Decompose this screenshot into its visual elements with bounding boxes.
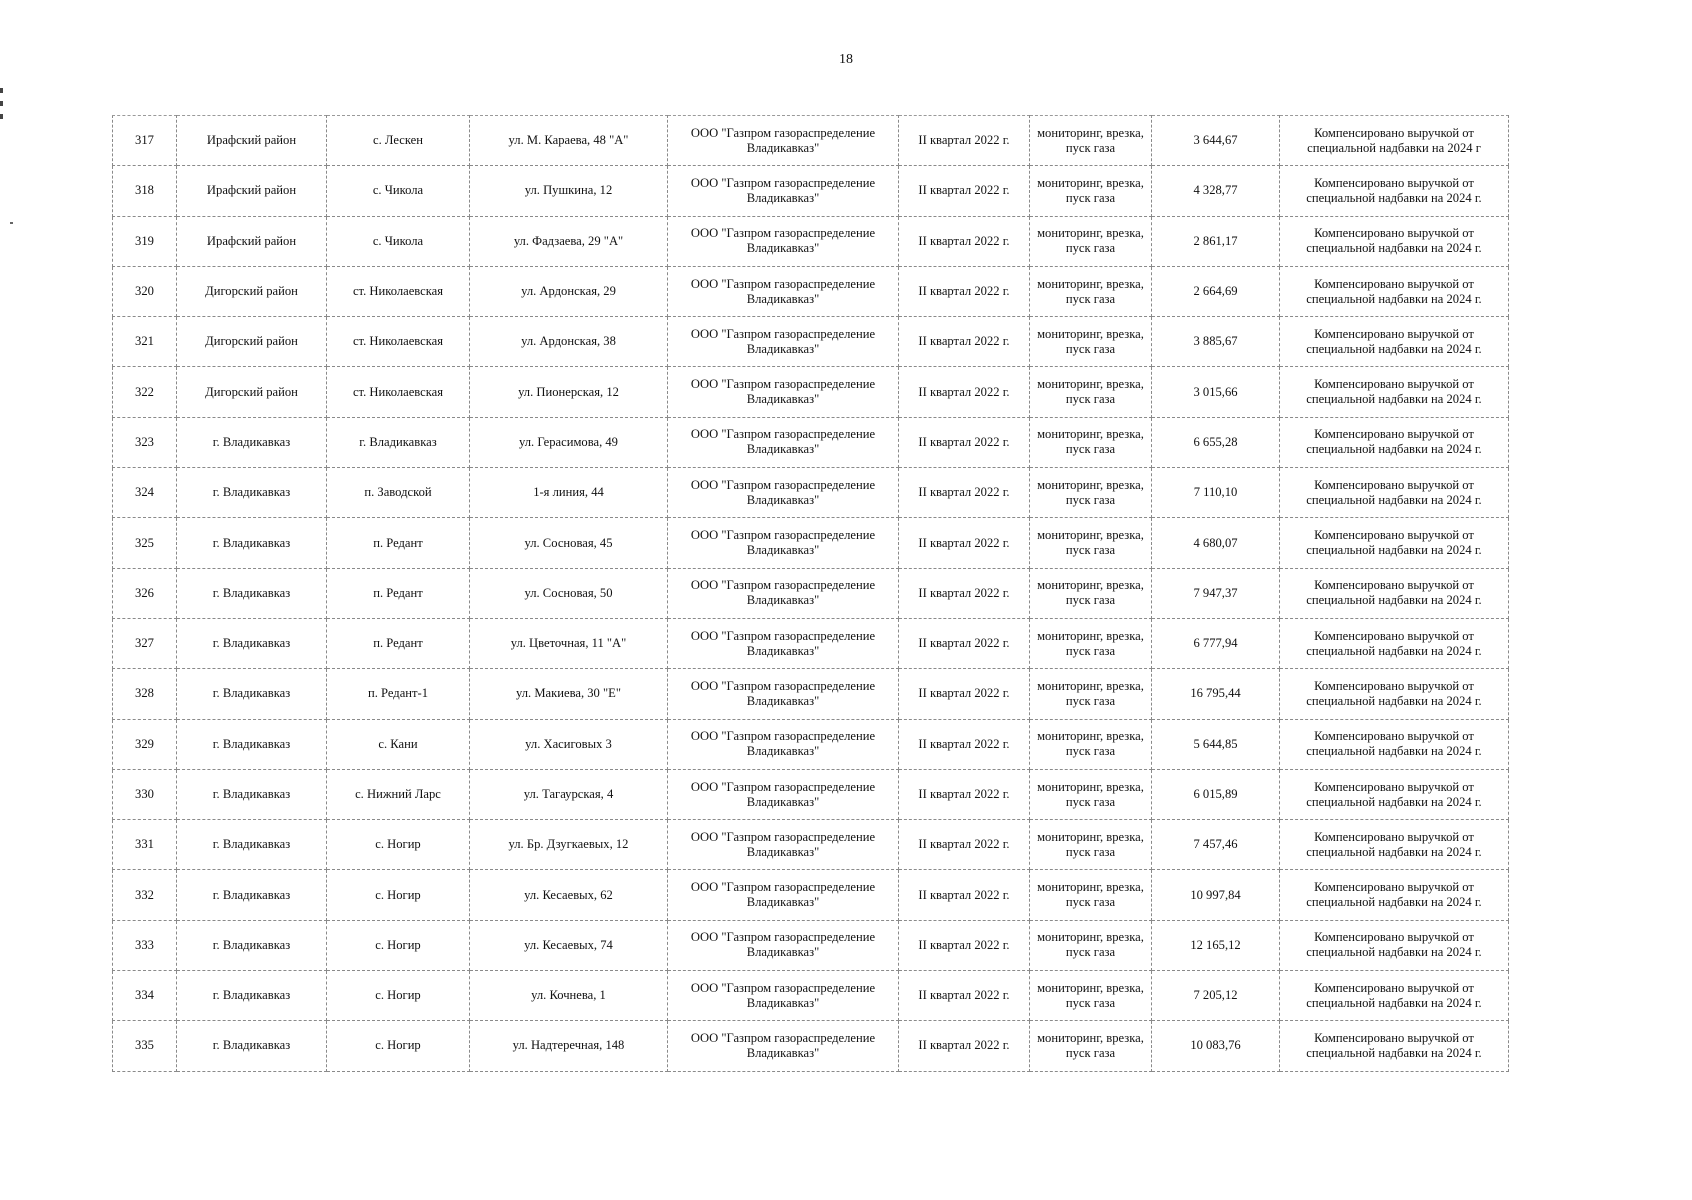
row-number-cell: 328 <box>113 669 177 719</box>
district-cell: Ирафский район <box>177 216 327 266</box>
period-cell: II квартал 2022 г. <box>899 719 1030 769</box>
amount-cell: 5 644,85 <box>1152 719 1280 769</box>
note-cell: Компенсировано выручкой от специальной надбавки на 2024 г. <box>1280 216 1509 266</box>
row-number-cell: 324 <box>113 468 177 518</box>
works-cell: мониторинг, врезка, пуск газа <box>1030 870 1152 920</box>
district-cell: г. Владикавказ <box>177 1021 327 1071</box>
table-row <box>113 669 1509 719</box>
settlement-cell: ст. Николаевская <box>327 367 470 417</box>
amount-cell: 12 165,12 <box>1152 920 1280 970</box>
district-cell: г. Владикавказ <box>177 971 327 1021</box>
amount-cell: 2 861,17 <box>1152 216 1280 266</box>
organization-cell: ООО "Газпром газораспределение Владикавказ" <box>668 216 899 266</box>
note-cell: Компенсировано выручкой от специальной надбавки на 2024 г. <box>1280 266 1509 316</box>
settlement-cell: ст. Николаевская <box>327 266 470 316</box>
row-number-cell: 320 <box>113 266 177 316</box>
period-cell: II квартал 2022 г. <box>899 669 1030 719</box>
works-cell: мониторинг, врезка, пуск газа <box>1030 468 1152 518</box>
settlement-cell: ст. Николаевская <box>327 317 470 367</box>
district-cell: г. Владикавказ <box>177 769 327 819</box>
amount-cell: 3 015,66 <box>1152 367 1280 417</box>
works-cell: мониторинг, врезка, пуск газа <box>1030 1021 1152 1071</box>
table-body <box>113 116 1509 1072</box>
settlement-cell: п. Редант <box>327 618 470 668</box>
settlement-cell: п. Редант-1 <box>327 669 470 719</box>
district-cell: г. Владикавказ <box>177 669 327 719</box>
works-cell: мониторинг, врезка, пуск газа <box>1030 618 1152 668</box>
works-cell: мониторинг, врезка, пуск газа <box>1030 166 1152 216</box>
period-cell: II квартал 2022 г. <box>899 769 1030 819</box>
amount-cell: 10 997,84 <box>1152 870 1280 920</box>
period-cell: II квартал 2022 г. <box>899 367 1030 417</box>
table-row <box>113 417 1509 467</box>
gas-connection-table <box>112 115 1509 1072</box>
amount-cell: 7 457,46 <box>1152 820 1280 870</box>
settlement-cell: с. Ногир <box>327 971 470 1021</box>
row-number-cell: 321 <box>113 317 177 367</box>
table-row <box>113 166 1509 216</box>
address-cell: ул. Пушкина, 12 <box>470 166 668 216</box>
organization-cell: ООО "Газпром газораспределение Владикавказ" <box>668 1021 899 1071</box>
settlement-cell: с. Ногир <box>327 820 470 870</box>
address-cell: ул. Сосновая, 45 <box>470 518 668 568</box>
address-cell: ул. Надтеречная, 148 <box>470 1021 668 1071</box>
note-cell: Компенсировано выручкой от специальной надбавки на 2024 г. <box>1280 669 1509 719</box>
row-number-cell: 327 <box>113 618 177 668</box>
district-cell: г. Владикавказ <box>177 820 327 870</box>
settlement-cell: п. Редант <box>327 518 470 568</box>
note-cell: Компенсировано выручкой от специальной надбавки на 2024 г. <box>1280 568 1509 618</box>
address-cell: ул. Тагаурская, 4 <box>470 769 668 819</box>
address-cell: ул. М. Караева, 48 "А" <box>470 116 668 166</box>
row-number-cell: 323 <box>113 417 177 467</box>
period-cell: II квартал 2022 г. <box>899 518 1030 568</box>
settlement-cell: с. Лескен <box>327 116 470 166</box>
organization-cell: ООО "Газпром газораспределение Владикавказ" <box>668 568 899 618</box>
period-cell: II квартал 2022 г. <box>899 971 1030 1021</box>
works-cell: мониторинг, врезка, пуск газа <box>1030 518 1152 568</box>
table-row <box>113 216 1509 266</box>
note-cell: Компенсировано выручкой от специальной надбавки на 2024 г. <box>1280 719 1509 769</box>
district-cell: г. Владикавказ <box>177 870 327 920</box>
note-cell: Компенсировано выручкой от специальной надбавки на 2024 г. <box>1280 468 1509 518</box>
address-cell: ул. Сосновая, 50 <box>470 568 668 618</box>
note-cell: Компенсировано выручкой от специальной надбавки на 2024 г. <box>1280 618 1509 668</box>
address-cell: ул. Кесаевых, 74 <box>470 920 668 970</box>
amount-cell: 10 083,76 <box>1152 1021 1280 1071</box>
address-cell: ул. Фадзаева, 29 "А" <box>470 216 668 266</box>
row-number-cell: 325 <box>113 518 177 568</box>
row-number-cell: 326 <box>113 568 177 618</box>
note-cell: Компенсировано выручкой от специальной надбавки на 2024 г. <box>1280 769 1509 819</box>
works-cell: мониторинг, врезка, пуск газа <box>1030 417 1152 467</box>
table-row <box>113 920 1509 970</box>
works-cell: мониторинг, врезка, пуск газа <box>1030 116 1152 166</box>
works-cell: мониторинг, врезка, пуск газа <box>1030 216 1152 266</box>
note-cell: Компенсировано выручкой от специальной надбавки на 2024 г. <box>1280 820 1509 870</box>
period-cell: II квартал 2022 г. <box>899 216 1030 266</box>
settlement-cell: с. Чикола <box>327 166 470 216</box>
scan-dot <box>10 222 13 224</box>
organization-cell: ООО "Газпром газораспределение Владикавказ" <box>668 266 899 316</box>
row-number-cell: 319 <box>113 216 177 266</box>
table-row <box>113 568 1509 618</box>
table-row <box>113 1021 1509 1071</box>
works-cell: мониторинг, врезка, пуск газа <box>1030 669 1152 719</box>
row-number-cell: 331 <box>113 820 177 870</box>
period-cell: II квартал 2022 г. <box>899 417 1030 467</box>
works-cell: мониторинг, врезка, пуск газа <box>1030 317 1152 367</box>
organization-cell: ООО "Газпром газораспределение Владикавказ" <box>668 870 899 920</box>
period-cell: II квартал 2022 г. <box>899 468 1030 518</box>
table-row <box>113 971 1509 1021</box>
district-cell: Дигорский район <box>177 266 327 316</box>
period-cell: II квартал 2022 г. <box>899 820 1030 870</box>
settlement-cell: п. Редант <box>327 568 470 618</box>
period-cell: II квартал 2022 г. <box>899 266 1030 316</box>
row-number-cell: 333 <box>113 920 177 970</box>
row-number-cell: 317 <box>113 116 177 166</box>
note-cell: Компенсировано выручкой от специальной надбавки на 2024 г. <box>1280 1021 1509 1071</box>
address-cell: ул. Ардонская, 38 <box>470 317 668 367</box>
table-row <box>113 468 1509 518</box>
district-cell: Дигорский район <box>177 317 327 367</box>
amount-cell: 6 777,94 <box>1152 618 1280 668</box>
organization-cell: ООО "Газпром газораспределение Владикавказ" <box>668 971 899 1021</box>
amount-cell: 6 015,89 <box>1152 769 1280 819</box>
district-cell: Ирафский район <box>177 166 327 216</box>
table-row <box>113 769 1509 819</box>
organization-cell: ООО "Газпром газораспределение Владикавказ" <box>668 317 899 367</box>
table-row <box>113 618 1509 668</box>
works-cell: мониторинг, врезка, пуск газа <box>1030 920 1152 970</box>
settlement-cell: г. Владикавказ <box>327 417 470 467</box>
district-cell: Дигорский район <box>177 367 327 417</box>
district-cell: г. Владикавказ <box>177 568 327 618</box>
amount-cell: 7 947,37 <box>1152 568 1280 618</box>
amount-cell: 4 680,07 <box>1152 518 1280 568</box>
scan-edge-marks <box>0 88 8 127</box>
table-row <box>113 719 1509 769</box>
row-number-cell: 329 <box>113 719 177 769</box>
address-cell: ул. Пионерская, 12 <box>470 367 668 417</box>
address-cell: ул. Цветочная, 11 "А" <box>470 618 668 668</box>
period-cell: II квартал 2022 г. <box>899 618 1030 668</box>
table-row <box>113 820 1509 870</box>
amount-cell: 4 328,77 <box>1152 166 1280 216</box>
organization-cell: ООО "Газпром газораспределение Владикавказ" <box>668 116 899 166</box>
period-cell: II квартал 2022 г. <box>899 317 1030 367</box>
settlement-cell: с. Чикола <box>327 216 470 266</box>
settlement-cell: с. Ногир <box>327 870 470 920</box>
district-cell: г. Владикавказ <box>177 920 327 970</box>
organization-cell: ООО "Газпром газораспределение Владикавказ" <box>668 769 899 819</box>
period-cell: II квартал 2022 г. <box>899 1021 1030 1071</box>
organization-cell: ООО "Газпром газораспределение Владикавказ" <box>668 518 899 568</box>
period-cell: II квартал 2022 г. <box>899 568 1030 618</box>
organization-cell: ООО "Газпром газораспределение Владикавказ" <box>668 417 899 467</box>
row-number-cell: 330 <box>113 769 177 819</box>
address-cell: ул. Макиева, 30 "Е" <box>470 669 668 719</box>
organization-cell: ООО "Газпром газораспределение Владикавказ" <box>668 920 899 970</box>
district-cell: г. Владикавказ <box>177 468 327 518</box>
table-row <box>113 367 1509 417</box>
district-cell: Ирафский район <box>177 116 327 166</box>
table-row <box>113 116 1509 166</box>
row-number-cell: 335 <box>113 1021 177 1071</box>
works-cell: мониторинг, врезка, пуск газа <box>1030 769 1152 819</box>
district-cell: г. Владикавказ <box>177 719 327 769</box>
table-row <box>113 317 1509 367</box>
note-cell: Компенсировано выручкой от специальной надбавки на 2024 г <box>1280 116 1509 166</box>
settlement-cell: с. Кани <box>327 719 470 769</box>
page-number: 18 <box>839 52 853 67</box>
note-cell: Компенсировано выручкой от специальной надбавки на 2024 г. <box>1280 417 1509 467</box>
organization-cell: ООО "Газпром газораспределение Владикавказ" <box>668 468 899 518</box>
organization-cell: ООО "Газпром газораспределение Владикавказ" <box>668 166 899 216</box>
amount-cell: 6 655,28 <box>1152 417 1280 467</box>
amount-cell: 16 795,44 <box>1152 669 1280 719</box>
district-cell: г. Владикавказ <box>177 417 327 467</box>
period-cell: II квартал 2022 г. <box>899 870 1030 920</box>
period-cell: II квартал 2022 г. <box>899 166 1030 216</box>
organization-cell: ООО "Газпром газораспределение Владикавказ" <box>668 820 899 870</box>
address-cell: ул. Хасиговых 3 <box>470 719 668 769</box>
row-number-cell: 322 <box>113 367 177 417</box>
table-row <box>113 870 1509 920</box>
organization-cell: ООО "Газпром газораспределение Владикавказ" <box>668 719 899 769</box>
row-number-cell: 334 <box>113 971 177 1021</box>
note-cell: Компенсировано выручкой от специальной надбавки на 2024 г. <box>1280 166 1509 216</box>
note-cell: Компенсировано выручкой от специальной надбавки на 2024 г. <box>1280 518 1509 568</box>
row-number-cell: 332 <box>113 870 177 920</box>
amount-cell: 3 885,67 <box>1152 317 1280 367</box>
settlement-cell: с. Ногир <box>327 920 470 970</box>
note-cell: Компенсировано выручкой от специальной надбавки на 2024 г. <box>1280 971 1509 1021</box>
address-cell: ул. Герасимова, 49 <box>470 417 668 467</box>
district-cell: г. Владикавказ <box>177 518 327 568</box>
works-cell: мониторинг, врезка, пуск газа <box>1030 367 1152 417</box>
table-row <box>113 518 1509 568</box>
note-cell: Компенсировано выручкой от специальной надбавки на 2024 г. <box>1280 920 1509 970</box>
organization-cell: ООО "Газпром газораспределение Владикавказ" <box>668 618 899 668</box>
note-cell: Компенсировано выручкой от специальной надбавки на 2024 г. <box>1280 870 1509 920</box>
note-cell: Компенсировано выручкой от специальной надбавки на 2024 г. <box>1280 317 1509 367</box>
works-cell: мониторинг, врезка, пуск газа <box>1030 266 1152 316</box>
address-cell: ул. Кесаевых, 62 <box>470 870 668 920</box>
amount-cell: 2 664,69 <box>1152 266 1280 316</box>
row-number-cell: 318 <box>113 166 177 216</box>
amount-cell: 7 110,10 <box>1152 468 1280 518</box>
district-cell: г. Владикавказ <box>177 618 327 668</box>
settlement-cell: с. Нижний Ларс <box>327 769 470 819</box>
settlement-cell: п. Заводской <box>327 468 470 518</box>
period-cell: II квартал 2022 г. <box>899 116 1030 166</box>
organization-cell: ООО "Газпром газораспределение Владикавказ" <box>668 367 899 417</box>
works-cell: мониторинг, врезка, пуск газа <box>1030 568 1152 618</box>
works-cell: мониторинг, врезка, пуск газа <box>1030 820 1152 870</box>
amount-cell: 7 205,12 <box>1152 971 1280 1021</box>
works-cell: мониторинг, врезка, пуск газа <box>1030 719 1152 769</box>
address-cell: ул. Кочнева, 1 <box>470 971 668 1021</box>
note-cell: Компенсировано выручкой от специальной надбавки на 2024 г. <box>1280 367 1509 417</box>
address-cell: ул. Ардонская, 29 <box>470 266 668 316</box>
address-cell: 1-я линия, 44 <box>470 468 668 518</box>
works-cell: мониторинг, врезка, пуск газа <box>1030 971 1152 1021</box>
period-cell: II квартал 2022 г. <box>899 920 1030 970</box>
address-cell: ул. Бр. Дзугкаевых, 12 <box>470 820 668 870</box>
settlement-cell: с. Ногир <box>327 1021 470 1071</box>
organization-cell: ООО "Газпром газораспределение Владикавказ" <box>668 669 899 719</box>
amount-cell: 3 644,67 <box>1152 116 1280 166</box>
table-row <box>113 266 1509 316</box>
